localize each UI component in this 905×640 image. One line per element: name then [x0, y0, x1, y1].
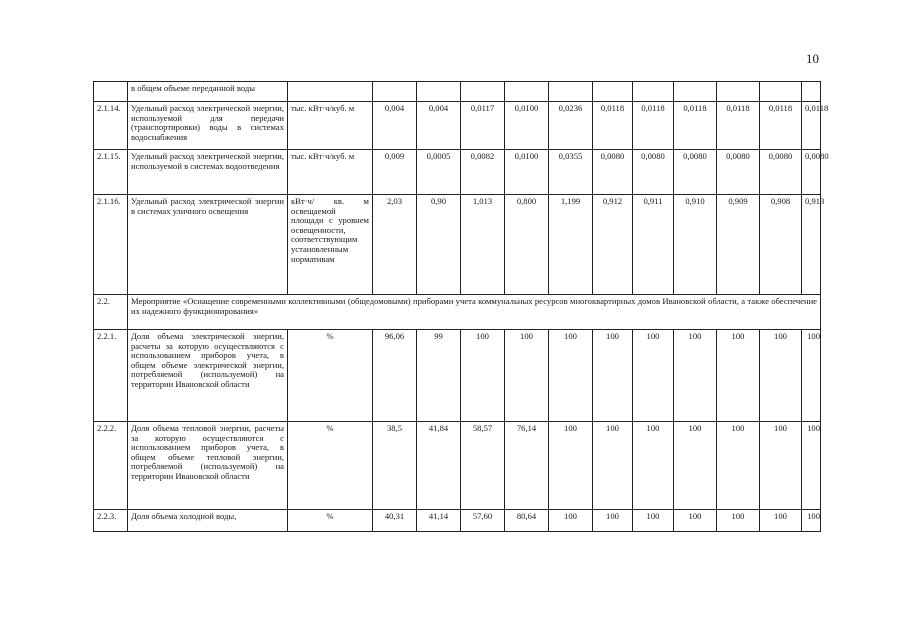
page-number: 10 — [806, 51, 819, 66]
value-cell: 0,0100 — [505, 102, 549, 150]
value-cell: 1,199 — [549, 195, 593, 295]
value-cell: 96,06 — [373, 330, 417, 422]
value-cell: 99 — [417, 330, 461, 422]
row-number: 2.2. — [94, 295, 128, 330]
value-cell — [802, 82, 821, 102]
value-cell: 100 — [802, 510, 821, 532]
value-cell: 100 — [717, 510, 760, 532]
value-cell: 100 — [633, 510, 674, 532]
value-cell: 58,57 — [461, 422, 505, 510]
value-cell: 0,004 — [417, 102, 461, 150]
table-row — [94, 422, 821, 510]
value-cell: 0,0080 — [760, 150, 802, 195]
value-cell: 0,0080 — [802, 150, 821, 195]
table-row — [94, 102, 821, 150]
row-number: 2.1.14. — [94, 102, 128, 150]
value-cell — [373, 82, 417, 102]
row-number: 2.2.3. — [94, 510, 128, 532]
value-cell: 100 — [593, 330, 633, 422]
value-cell: 0,0005 — [417, 150, 461, 195]
value-cell: 0,0118 — [674, 102, 717, 150]
value-cell: 0,908 — [760, 195, 802, 295]
row-number: 2.2.1. — [94, 330, 128, 422]
value-cell: 0,0118 — [760, 102, 802, 150]
unit-of-measure: тыс. кВт·ч/куб. м — [288, 102, 373, 150]
value-cell: 0,0118 — [633, 102, 674, 150]
value-cell: 100 — [593, 510, 633, 532]
value-cell: 100 — [717, 422, 760, 510]
value-cell: 100 — [593, 422, 633, 510]
value-cell: 0,009 — [373, 150, 417, 195]
value-cell: 0,0117 — [461, 102, 505, 150]
value-cell: 76,14 — [505, 422, 549, 510]
table-row — [94, 510, 821, 532]
indicator-description: Удельный расход электрической энергии, используемой для передачи (транспортировки) воды в системах водоснабжения — [128, 102, 288, 150]
table-row — [94, 82, 821, 102]
row-number — [94, 82, 128, 102]
value-cell: 100 — [674, 422, 717, 510]
value-cell: 100 — [760, 510, 802, 532]
value-cell: 0,800 — [505, 195, 549, 295]
indicator-description: Удельный расход электрической энергии в системах уличного освещения — [128, 195, 288, 295]
indicators-table — [93, 81, 829, 532]
value-cell: 0,90 — [417, 195, 461, 295]
value-cell: 100 — [549, 330, 593, 422]
value-cell: 100 — [717, 330, 760, 422]
value-cell — [549, 82, 593, 102]
value-cell: 40,31 — [373, 510, 417, 532]
value-cell — [417, 82, 461, 102]
indicator-description: Доля объема тепловой энергии, расчеты за которую осуществляются с использованием приборов учета, в общем объеме тепловой энергии, потребляемой (используемой) на территории Ивановской области — [128, 422, 288, 510]
value-cell: 0,0118 — [593, 102, 633, 150]
table-row — [94, 150, 821, 195]
value-cell: 0,0082 — [461, 150, 505, 195]
value-cell: 80,64 — [505, 510, 549, 532]
value-cell — [593, 82, 633, 102]
value-cell — [674, 82, 717, 102]
value-cell: 57,60 — [461, 510, 505, 532]
unit-of-measure: % — [288, 330, 373, 422]
value-cell: 0,0080 — [674, 150, 717, 195]
value-cell: 0,0100 — [505, 150, 549, 195]
value-cell: 0,0355 — [549, 150, 593, 195]
indicator-description: Доля объема электрической энергии, расчеты за которую осуществляются с использованием приборов учета, в общем объеме электрической энергии, потребляемой (используемой) на территории Ивановской области — [128, 330, 288, 422]
value-cell: 0,909 — [717, 195, 760, 295]
indicator-description: Удельный расход электрической энергии, используемой в системах водоотведения — [128, 150, 288, 195]
value-cell: 100 — [461, 330, 505, 422]
value-cell: 100 — [633, 330, 674, 422]
value-cell: 100 — [633, 422, 674, 510]
value-cell: 0,0236 — [549, 102, 593, 150]
value-cell: 0,913 — [802, 195, 821, 295]
value-cell: 100 — [549, 422, 593, 510]
indicator-description: в общем объеме переданной воды — [128, 82, 288, 102]
value-cell: 0,0080 — [633, 150, 674, 195]
value-cell: 100 — [505, 330, 549, 422]
value-cell: 100 — [760, 330, 802, 422]
value-cell — [717, 82, 760, 102]
value-cell: 41,14 — [417, 510, 461, 532]
table-row — [94, 330, 821, 422]
row-number: 2.1.16. — [94, 195, 128, 295]
value-cell — [505, 82, 549, 102]
unit-of-measure — [288, 82, 373, 102]
row-number: 2.1.15. — [94, 150, 128, 195]
value-cell: 41,84 — [417, 422, 461, 510]
value-cell: 38,5 — [373, 422, 417, 510]
value-cell: 100 — [760, 422, 802, 510]
section-heading: Мероприятие «Оснащение современными коллективными (общедомовыми) приборами учета коммунальных ресурсов многоквартирных домов Ивановской области, а также обеспечение их надежного функционирования» — [128, 295, 821, 330]
unit-of-measure: % — [288, 422, 373, 510]
value-cell: 1,013 — [461, 195, 505, 295]
value-cell: 0,0080 — [593, 150, 633, 195]
unit-of-measure: тыс. кВт·ч/куб. м — [288, 150, 373, 195]
value-cell: 100 — [802, 422, 821, 510]
table-row — [94, 195, 821, 295]
value-cell — [760, 82, 802, 102]
row-number: 2.2.2. — [94, 422, 128, 510]
value-cell: 0,912 — [593, 195, 633, 295]
value-cell: 0,911 — [633, 195, 674, 295]
value-cell: 100 — [802, 330, 821, 422]
value-cell: 100 — [549, 510, 593, 532]
value-cell: 0,0080 — [717, 150, 760, 195]
value-cell: 0,0118 — [717, 102, 760, 150]
value-cell — [461, 82, 505, 102]
value-cell: 100 — [674, 330, 717, 422]
indicator-description: Доля объема холодной воды, — [128, 510, 288, 532]
value-cell: 0,004 — [373, 102, 417, 150]
value-cell: 2,03 — [373, 195, 417, 295]
value-cell — [633, 82, 674, 102]
value-cell: 100 — [674, 510, 717, 532]
unit-of-measure: кВт·ч/ кв. м освещаемой площади с уровнем освещенности, соответствующим установленным нормативам — [288, 195, 373, 295]
value-cell: 0,0118 — [802, 102, 821, 150]
table-row — [94, 295, 821, 330]
unit-of-measure: % — [288, 510, 373, 532]
value-cell: 0,910 — [674, 195, 717, 295]
